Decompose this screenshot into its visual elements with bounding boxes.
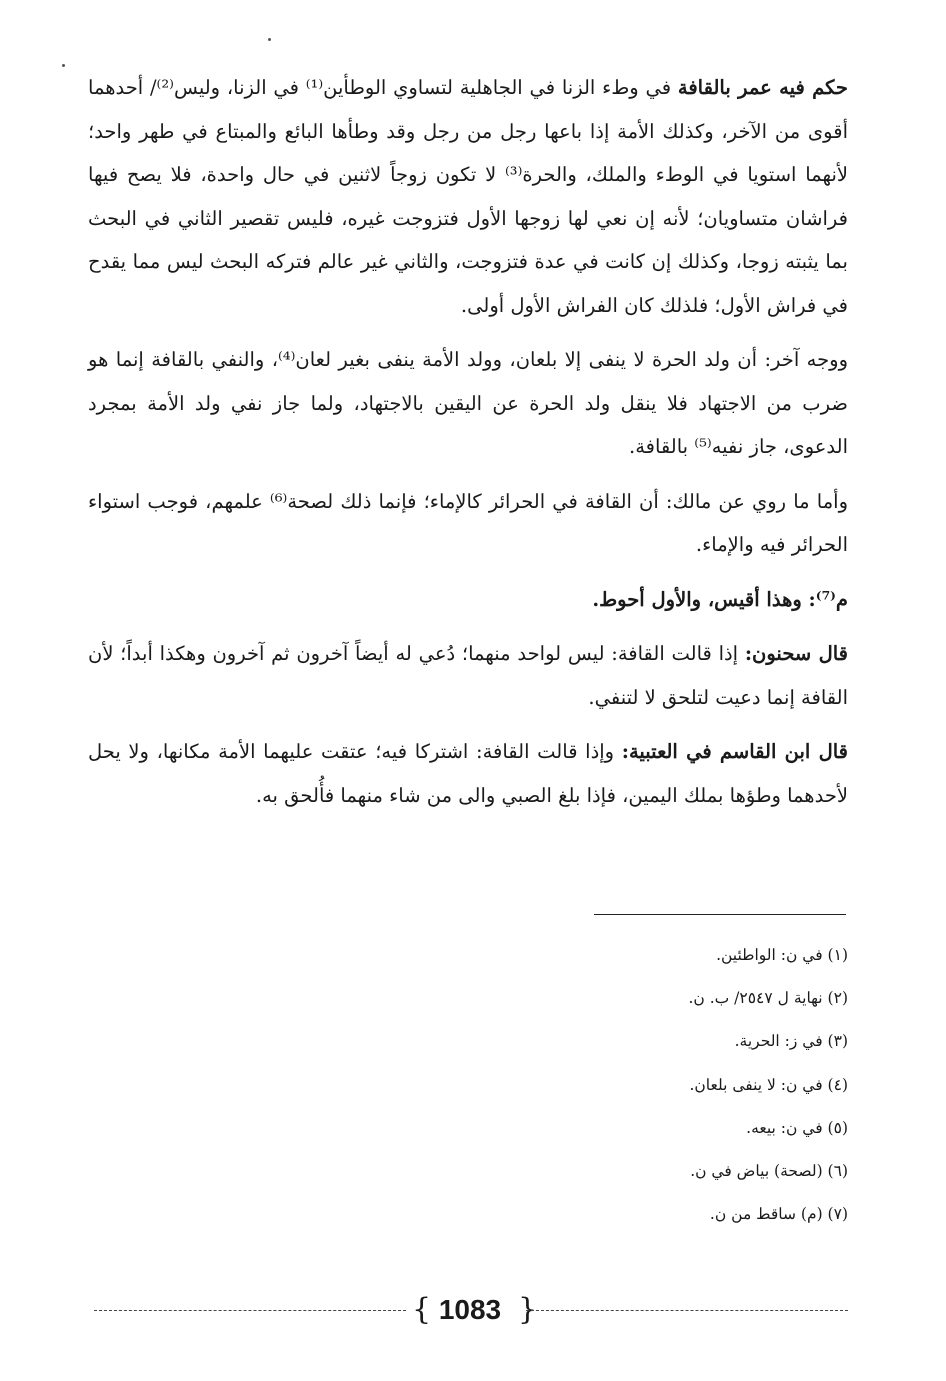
- scan-speck: [62, 64, 65, 67]
- paragraph: [88, 730, 848, 817]
- footer-rule-right: [526, 1310, 848, 1311]
- footnote: (١) في ن: الواطئين.: [716, 946, 848, 964]
- text-run: وأما ما روي عن مالك: أن القافة في الحرائر كالإماء؛ فإنما ذلك لصحة⁽⁶⁾ علمهم، فوجب استواء الحرائر فيه والإماء.: [88, 489, 848, 556]
- footnote: (٧) (م) ساقط من ن.: [709, 1205, 848, 1224]
- text-run: في وطء الزنا في الجاهلية لتساوي الوطأين⁽¹⁾ في الزنا، وليس⁽²⁾/ أحدهما أقوى من الآخر، وكذلك الأمة إذا باعها رجل من رجل وقد وطأها البائع والمبتاع في طهر واحد؛ لأنهما استويا في الوطء والملك، والحرة⁽³⁾ لا تكون زوجاً لاثنين في حال واحدة، فلا يصح فيها فراشان متساويان؛ لأنه إن نعي لها زوجها الأول فتزوجت غيره، فليس تقصير الثاني في البحث بما يثبته زوجا، وكذلك إن كانت في عدة فتزوجت، والثاني غير عالم فتركه البحث ليس مما يقدح في فراش الأول؛ فلذلك كان الفراش الأول أولى.: [88, 76, 848, 317]
- main-text: [88, 66, 848, 828]
- footnote: (٤) في ن: لا ينفى بلعان.: [689, 1075, 848, 1094]
- paragraph: [88, 338, 848, 469]
- paragraph: [88, 66, 848, 327]
- footer-brace-open: {: [412, 1292, 432, 1327]
- footnotes: [320, 934, 848, 1236]
- footer-rule-left: [94, 1310, 406, 1311]
- page-number: 1083: [438, 1294, 502, 1325]
- text-run-bold: قال ابن القاسم في العتبية:: [621, 740, 848, 763]
- paragraph: [88, 632, 848, 719]
- footnote: (٢) نهاية ل ٢٥٤٧/ ب. ن.: [688, 989, 848, 1008]
- footer-brace-close: }: [518, 1292, 538, 1327]
- paragraph: [88, 480, 848, 567]
- paragraph: [88, 578, 848, 622]
- footnote: (٣) في ز: الحرية.: [734, 1032, 848, 1051]
- scan-speck: [268, 38, 271, 41]
- footnote: (٦) (لصحة) بياض في ن.: [690, 1162, 848, 1181]
- page-footer: [94, 1290, 848, 1332]
- footnote-separator: [594, 914, 846, 915]
- text-run: إذا قالت القافة: ليس لواحد منهما؛ دُعي له أيضاً آخرون ثم آخرون وهكذا أبداً؛ لأن القافة إنما دعيت لتلحق لا لتنفي.: [88, 642, 848, 709]
- text-run-bold: قال سحنون:: [744, 642, 849, 665]
- text-run-bold: م⁽⁷⁾: وهذا أقيس، والأول أحوط.: [592, 587, 848, 611]
- text-run: ووجه آخر: أن ولد الحرة لا ينفى إلا بلعان، وولد الأمة ينفى بغير لعان⁽⁴⁾، والنفي بالقافة إنما هو ضرب من الاجتهاد فلا ينقل ولد الحرة عن اليقين بالاجتهاد، ولما جاز نفي ولد الأمة بمجرد الدعوى، جاز نفيه⁽⁵⁾ بالقافة.: [88, 348, 848, 458]
- text-run: وإذا قالت القافة: اشتركا فيه؛ عتقت عليهما الأمة مكانها، ولا يحل لأحدهما وطؤها بملك اليمين، فإذا بلغ الصبي والى من شاء منهما فأُلحق به.: [88, 740, 848, 807]
- text-run-bold: حكم فيه عمر بالقافة: [677, 76, 848, 99]
- footnote: (٥) في ن: بيعه.: [746, 1118, 848, 1137]
